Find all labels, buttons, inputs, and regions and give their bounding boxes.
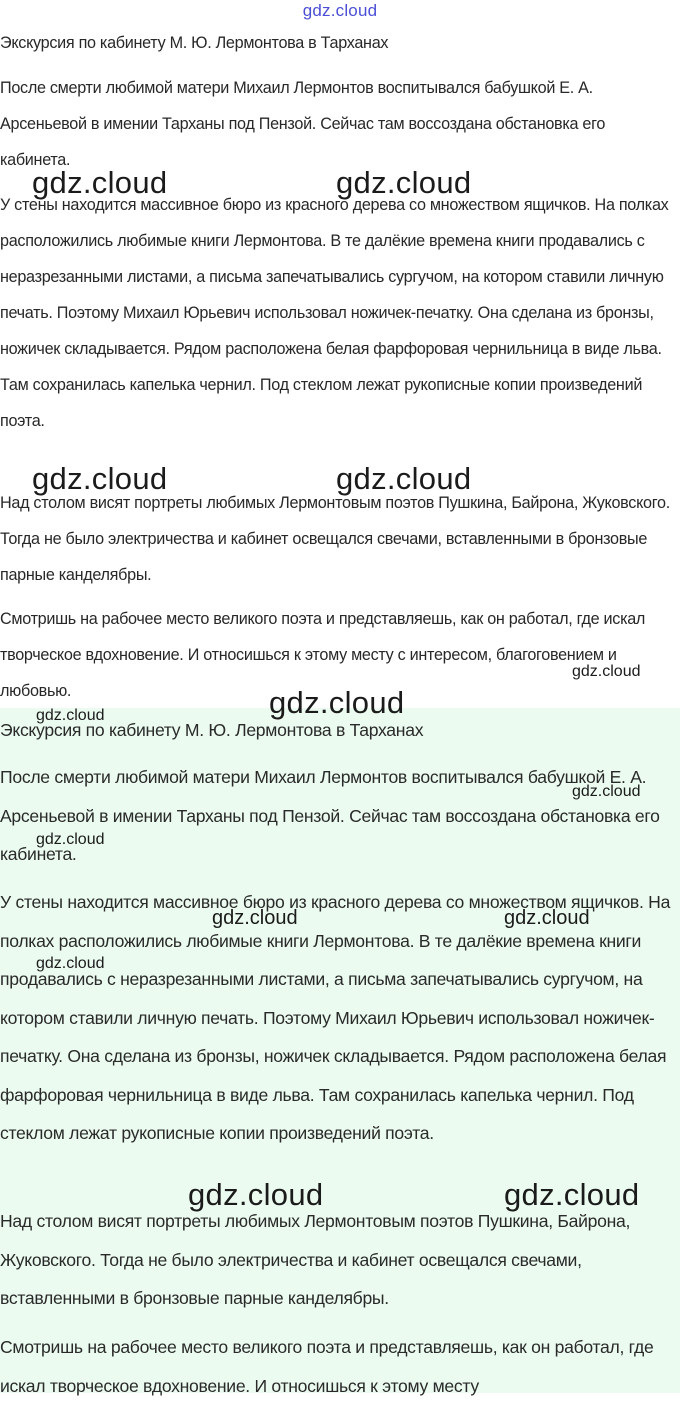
text-title: Экскурсия по кабинету М. Ю. Лермонтова в Тарханах (0, 34, 389, 52)
answer-paragraph-3: Над столом висят портреты любимых Лермонтовым поэтов Пушкина, Байрона, Жуковского. Тогда не было электричества и кабинет освещался свечами, вставленными в бронзовые парные канделябры. (0, 1211, 631, 1308)
watermark: gdz.cloud (188, 1177, 324, 1212)
watermark: gdz.cloud (36, 955, 105, 972)
watermark: gdz.cloud (36, 831, 105, 848)
watermark: gdz.cloud (36, 707, 105, 724)
watermark: gdz.cloud (269, 685, 405, 720)
header-watermark: gdz.cloud (302, 1, 378, 20)
watermark: gdz.cloud (32, 461, 168, 496)
watermark: gdz.cloud (336, 165, 472, 200)
answer-paragraph-2: У стены находится массивное бюро из красного дерева со множеством ящичков. На полках расположились любимые книги Лермонтова. В те далёкие времена книги продавались с неразрезанными листами, а письма запечатывались сургучом, на котором ставили личную печать. Поэтому Михаил Юрьевич использовал ножичек-печатку. Она сделана из бронзы, ножичек складывается. Рядом расположена белая фарфоровая чернильница в виде льва. Там сохранилась капелька чернил. Под стеклом лежат рукописные копии произведений поэта. (0, 892, 671, 1143)
watermark: gdz.cloud (32, 165, 168, 200)
watermark: gdz.cloud (504, 907, 590, 929)
answer-paragraph-4: Смотришь на рабочее место великого поэта и представляешь, как он работал, где искал творческое вдохновение. И относишься к этому месту (0, 1337, 654, 1396)
paragraph-3: Над столом висят портреты любимых Лермонтовым поэтов Пушкина, Байрона, Жуковского. Тогда не было электричества и кабинет освещался свечами, вставленными в бронзовые парные канделябры. (0, 494, 670, 584)
paragraph-1: После смерти любимой матери Михаил Лермонтов воспитывался бабушкой Е. А. Арсеньевой в имении Тарханы под Пензой. Сейчас там воссоздана обстановка его кабинета. (0, 79, 606, 169)
paragraph-4: Смотришь на рабочее место великого поэта и представляешь, как он работал, где искал творческое вдохновение. И относишься к этому месту с интересом, благоговением и любовью. (0, 610, 646, 700)
answer-title: Экскурсия по кабинету М. Ю. Лермонтова в Тарханах (0, 720, 424, 740)
answer-paragraph-1: После смерти любимой матери Михаил Лермонтов воспитывался бабушкой Е. А. Арсеньевой в имении Тарханы под Пензой. Сейчас там воссоздана обстановка его кабинета. (0, 767, 660, 864)
paragraph-2: У стены находится массивное бюро из красного дерева со множеством ящичков. На полках расположились любимые книги Лермонтова. В те далёкие времена книги продавались с неразрезанными листами, а письма запечатывались сургучом, на котором ставили личную печать. Поэтому Михаил Юрьевич использовал ножичек-печатку. Она сделана из бронзы, ножичек складывается. Рядом расположена белая фарфоровая чернильница в виде льва. Там сохранилась капелька чернил. Под стеклом лежат рукописные копии произведений поэта. (0, 196, 669, 430)
watermark: gdz.cloud (504, 1177, 640, 1212)
watermark: gdz.cloud (572, 783, 641, 800)
watermark: gdz.cloud (572, 663, 641, 680)
answer-text-section (0, 708, 680, 1396)
watermark: gdz.cloud (212, 907, 298, 929)
watermark: gdz.cloud (336, 461, 472, 496)
